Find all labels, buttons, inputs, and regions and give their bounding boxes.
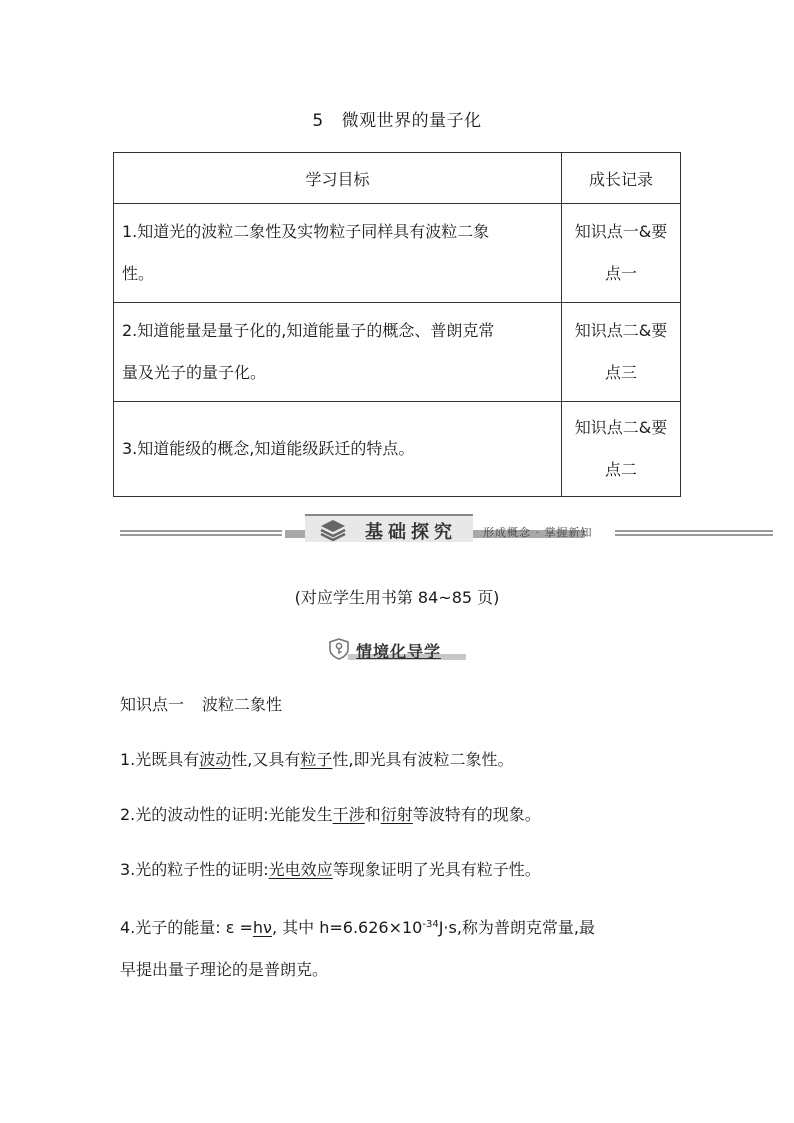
table-row (114, 402, 681, 497)
record-cell (562, 204, 681, 303)
scene-label: 情境化导学 (356, 642, 442, 661)
goal-text: 1.知道光的波粒二象性及实物粒子同样具有波粒二象 (122, 222, 490, 241)
scene-heading (328, 638, 466, 664)
blank-answer: hν (252, 918, 272, 937)
page-title (0, 106, 794, 131)
item-2: 2.光的波动性的证明:光能发生干涉和衍射等波特有的现象。 (120, 805, 541, 824)
record-cell (562, 402, 681, 497)
record-text: 知识点二&要 (574, 321, 668, 340)
item-4-continuation: 早提出量子理论的是普朗克。 (120, 960, 329, 979)
blank-answer: 光电效应 (268, 860, 333, 879)
learning-goals-table (113, 152, 681, 497)
section-number: 5 (312, 111, 324, 131)
goal-cell (114, 303, 562, 402)
table-row (114, 303, 681, 402)
record-text: 点三 (604, 363, 637, 382)
blank-answer: 干涉 (332, 805, 365, 824)
record-text: 点二 (604, 460, 637, 479)
item-1: 1.光既具有波动性,又具有粒子性,即光具有波粒二象性。 (120, 750, 514, 769)
table-row (114, 204, 681, 303)
knowledge-point-number: 知识点一 (120, 695, 185, 714)
banner-rule-left (120, 530, 282, 536)
key-shield-icon (328, 638, 350, 660)
blank-answer: 衍射 (380, 805, 413, 824)
exponent: -34 (422, 919, 439, 930)
goal-text: 3.知道能级的概念,知道能级跃迁的特点。 (122, 439, 415, 458)
item-3: 3.光的粒子性的证明:光电效应等现象证明了光具有粒子性。 (120, 860, 541, 879)
record-cell (562, 303, 681, 402)
banner-label: 基础探究 (365, 522, 457, 543)
page-reference: (对应学生用书第 84~85 页) (294, 588, 500, 607)
goal-text: 量及光子的量子化。 (122, 363, 267, 382)
item-4: 4.光子的能量: ε =hν, 其中 $h=6.626\times 10^{-34}J\cdot s$,称为普朗克常量,最 早提出量子理论的是普朗克。 (120, 904, 595, 991)
goal-cell (114, 204, 562, 303)
section-title: 微观世界的量子化 (341, 111, 482, 131)
layers-icon (319, 518, 347, 542)
blank-answer: 粒子 (300, 750, 333, 769)
blank-answer: 波动 (199, 750, 232, 769)
goal-text: 2.知道能量是量子化的,知道能量子的概念、普朗克常 (122, 321, 495, 340)
record-text: 知识点一&要 (574, 222, 668, 241)
record-text: 点一 (604, 264, 637, 283)
banner-rule-right (615, 530, 773, 536)
record-text: 知识点二&要 (574, 418, 668, 437)
table-header-records: 成长记录 (562, 153, 681, 204)
section-banner (120, 506, 773, 546)
banner-subtitle: 形成概念 · 掌握新知 (483, 526, 593, 539)
knowledge-point-name: 波粒二象性 (202, 695, 283, 714)
table-header-goals: 学习目标 (114, 153, 562, 204)
knowledge-point-heading (120, 692, 282, 715)
goal-cell (114, 402, 562, 497)
goal-text: 性。 (122, 264, 155, 283)
